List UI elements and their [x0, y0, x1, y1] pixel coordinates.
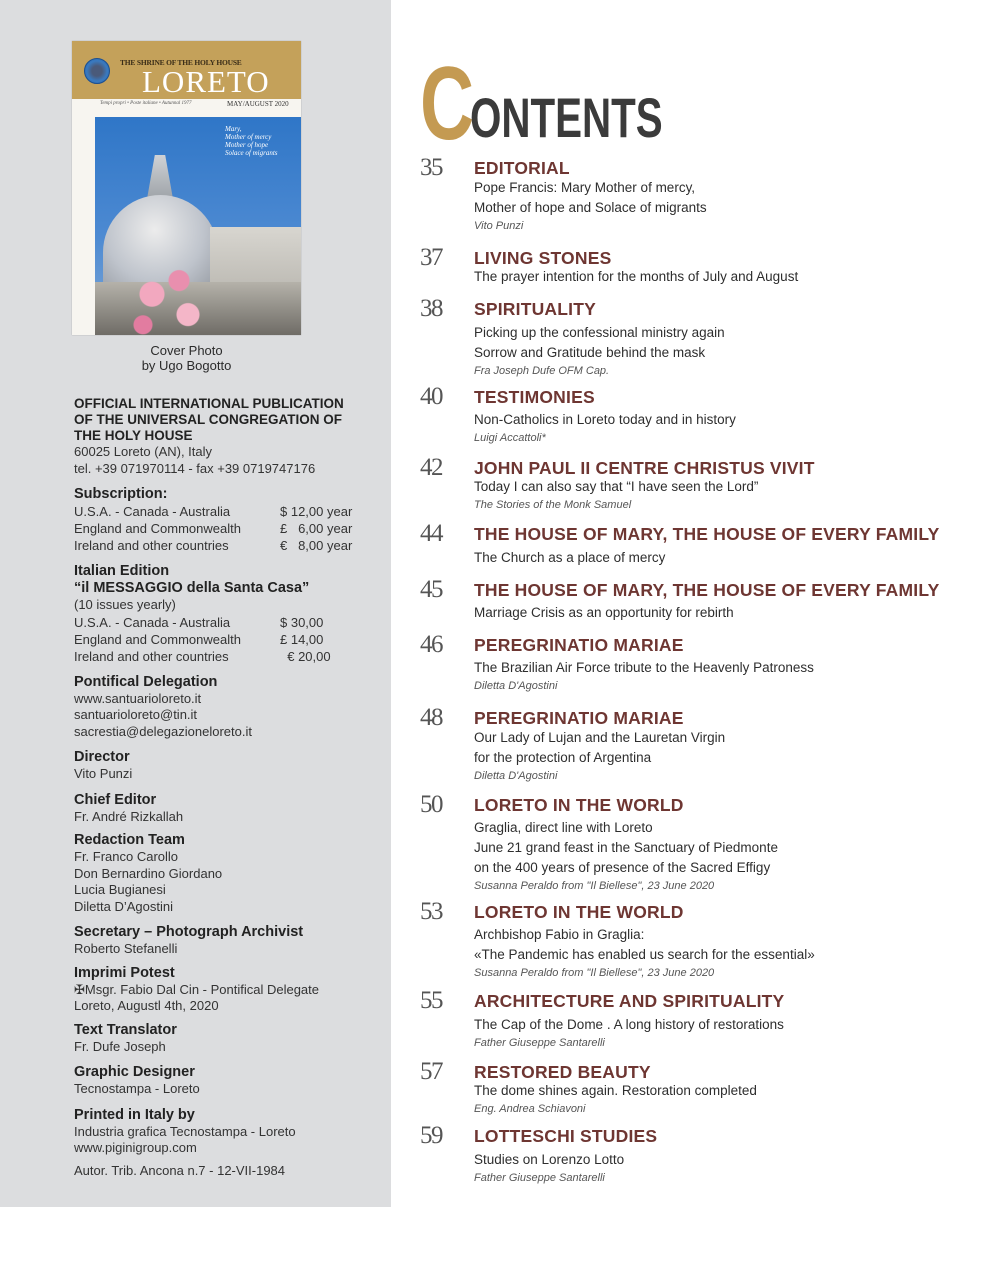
entry-body — [474, 477, 758, 514]
article-title: for the protection of Argentina — [474, 750, 652, 765]
designer-heading: Graphic Designer — [74, 1064, 195, 1080]
cover-credit-line: Cover Photo — [150, 343, 223, 358]
address: 60025 Loreto (AN), Italy — [74, 444, 213, 459]
cover-issue-date: MAY/AUGUST 2020 — [227, 100, 289, 108]
article-author: Luigi Accattoli* — [474, 432, 546, 444]
entry-body — [474, 410, 736, 447]
page-number: 37 — [420, 244, 442, 271]
chief-editor-block — [74, 792, 384, 826]
cover-image — [72, 41, 301, 335]
email-link[interactable]: sacrestia@delegazioneloreto.it — [74, 723, 252, 739]
page-number: 50 — [420, 791, 442, 818]
article-title: Picking up the confessional ministry again — [474, 325, 725, 340]
price-value: £ 14,00 — [280, 631, 324, 647]
price-country: U.S.A. - Canada - Australia — [74, 504, 231, 519]
page-number: 38 — [420, 295, 442, 322]
page-number: 55 — [420, 987, 442, 1014]
cover-shrine-text: THE SHRINE OF THE HOLY HOUSE — [120, 58, 242, 67]
italian-edition-note: (10 issues yearly) — [74, 597, 176, 612]
italian-edition-name: “il MESSAGGIO della Santa Casa” — [74, 580, 310, 596]
imprimi-heading: Imprimi Potest — [74, 964, 175, 981]
printer-heading: Printed in Italy by — [74, 1106, 195, 1123]
article-title: «The Pandemic has enabled us search for the essential» — [474, 947, 815, 962]
secretary-name: Roberto Stefanelli — [74, 941, 178, 956]
article-title: The dome shines again. Restoration completed — [474, 1083, 757, 1098]
cover-title: LORETO — [142, 64, 270, 99]
section-title: PEREGRINATIO MARIAE — [474, 635, 684, 655]
printer-website[interactable]: www.piginigroup.com — [74, 1140, 197, 1155]
price-country: U.S.A. - Canada - Australia — [74, 614, 231, 630]
website-link[interactable]: www.santuarioloreto.it — [74, 690, 202, 706]
entry-body — [474, 603, 734, 623]
section-title: PEREGRINATIO MARIAE — [474, 708, 684, 728]
phone-fax: tel. +39 071970114 - fax +39 0719747176 — [74, 460, 316, 476]
article-title: Mother of hope and Solace of migrants — [474, 200, 707, 215]
italian-edition-heading: Italian Edition — [74, 563, 170, 579]
article-title: The Church as a place of mercy — [474, 550, 666, 565]
article-author: Diletta D'Agostini — [474, 680, 558, 692]
article-author: Susanna Peraldo from "Il Biellese", 23 June 2020 — [474, 967, 715, 979]
article-title: Marriage Crisis as an opportunity for rebirth — [474, 605, 734, 620]
section-title: TESTIMONIES — [474, 387, 595, 407]
caption-line: Solace of migrants — [225, 149, 278, 157]
article-title: Pope Francis: Mary Mother of mercy, — [474, 180, 696, 195]
article-title: Today I can also say that “I have seen the Lord” — [474, 479, 759, 494]
entry-body — [474, 1150, 624, 1187]
imprimi-line: Loreto, Augustl 4th, 2020 — [74, 998, 219, 1013]
article-title: on the 400 years of presence of the Sacred Effigy — [474, 860, 771, 875]
cover-credit — [72, 343, 301, 373]
price-row — [74, 648, 384, 665]
entry-body — [474, 658, 814, 695]
price-row — [74, 520, 384, 537]
price-value: € 8,00 year — [280, 538, 353, 553]
redaction-block — [74, 832, 384, 915]
entry-body — [474, 548, 665, 568]
redaction-member: Lucia Bugianesi — [74, 882, 166, 897]
article-title: Graglia, direct line with Loreto — [474, 820, 653, 835]
section-title: LORETO IN THE WORLD — [474, 902, 684, 922]
director-heading: Director — [74, 749, 130, 765]
section-title: SPIRITUALITY — [474, 299, 596, 319]
cover-photo-caption — [225, 125, 278, 157]
price-row — [74, 537, 384, 554]
price-country: Ireland and other countries — [74, 648, 229, 664]
article-title: The Cap of the Dome . A long history of restorations — [474, 1017, 784, 1032]
organization-name: OF THE UNIVERSAL CONGREGATION OF — [74, 412, 343, 427]
page-number: 48 — [420, 704, 442, 731]
entry-body — [474, 323, 725, 380]
entry-body — [474, 925, 815, 982]
price-value: £ 6,00 year — [280, 521, 353, 536]
price-row — [74, 503, 384, 520]
page-number: 46 — [420, 631, 442, 658]
price-country: Ireland and other countries — [74, 538, 229, 553]
delegation-heading: Pontifical Delegation — [74, 673, 218, 690]
caption-line: Mother of mercy — [225, 133, 272, 141]
entry-body — [474, 267, 798, 287]
article-author: Father Giuseppe Santarelli — [474, 1037, 605, 1049]
price-value: € 20,00 — [280, 648, 331, 664]
organization-name: OFFICIAL INTERNATIONAL PUBLICATION — [74, 396, 344, 411]
price-value: $ 12,00 year — [280, 504, 353, 519]
article-title: Sorrow and Gratitude behind the mask — [474, 345, 706, 360]
dome-lantern — [147, 155, 173, 199]
section-title: JOHN PAUL II CENTRE CHRISTUS VIVIT — [474, 458, 815, 478]
section-title: RESTORED BEAUTY — [474, 1062, 651, 1082]
section-title: EDITORIAL — [474, 158, 570, 178]
cover-subtitle: Tempi propri • Poste italiane • Autunnal 1977 — [100, 101, 192, 106]
article-title: The prayer intention for the months of July and August — [474, 269, 799, 284]
cover-credit-line: by Ugo Bogotto — [141, 358, 232, 373]
article-title: The Brazilian Air Force tribute to the Heavenly Patroness — [474, 660, 814, 675]
price-country: England and Commonwealth — [74, 521, 241, 536]
price-row — [74, 614, 384, 631]
caption-line: Mary, — [225, 125, 242, 133]
article-author: Diletta D'Agostini — [474, 770, 558, 782]
translator-block — [74, 1022, 384, 1056]
registration-block — [74, 1163, 384, 1180]
translator-heading: Text Translator — [74, 1021, 177, 1038]
imprimi-block — [74, 965, 384, 1015]
designer-name: Tecnostampa - Loreto — [74, 1081, 200, 1096]
email-link[interactable]: santuarioloreto@tin.it — [74, 707, 198, 722]
secretary-heading: Secretary – Photograph Archivist — [74, 924, 304, 940]
page-number: 44 — [420, 520, 442, 547]
redaction-heading: Redaction Team — [74, 832, 185, 848]
masthead — [74, 396, 384, 1179]
imprimi-line: ✠Msgr. Fabio Dal Cin - Pontifical Delegate — [74, 981, 319, 997]
printer-name: Industria grafica Tecnostampa - Loreto — [74, 1123, 296, 1139]
cover-photo — [95, 117, 301, 335]
director-name: Vito Punzi — [74, 766, 133, 781]
article-title: Archbishop Fabio in Graglia: — [474, 927, 645, 942]
chief-editor-name: Fr. André Rizkallah — [74, 808, 184, 824]
printer-block — [74, 1107, 384, 1157]
organization-name: THE HOLY HOUSE — [74, 428, 193, 443]
subscription-block — [74, 486, 384, 554]
page-number: 40 — [420, 383, 442, 410]
designer-block — [74, 1064, 384, 1098]
cover-header-band — [72, 41, 301, 99]
article-title: Non-Catholics in Loreto today and in history — [474, 412, 736, 427]
article-title: Studies on Lorenzo Lotto — [474, 1152, 625, 1167]
delegation-block — [74, 674, 384, 741]
page-number: 59 — [420, 1122, 442, 1149]
entry-body — [474, 178, 707, 235]
redaction-member: Fr. Franco Carollo — [74, 849, 179, 864]
article-author: Fra Joseph Dufe OFM Cap. — [474, 365, 610, 377]
caption-line: Mother of hope — [225, 141, 269, 149]
title-rest: ONTENTS — [470, 86, 663, 149]
redaction-member: Don Bernardino Giordano — [74, 865, 223, 881]
entry-body — [474, 1081, 757, 1118]
entry-body — [474, 728, 725, 785]
section-title: LORETO IN THE WORLD — [474, 795, 684, 815]
chief-editor-heading: Chief Editor — [74, 791, 157, 808]
page-number: 35 — [420, 154, 442, 181]
shrine-seal-icon — [84, 58, 110, 84]
article-title: Our Lady of Lujan and the Lauretan Virgin — [474, 730, 726, 745]
registration-text: Autor. Trib. Ancona n.7 - 12-VII-1984 — [74, 1162, 286, 1178]
director-block — [74, 749, 384, 783]
article-author: Eng. Andrea Schiavoni — [474, 1103, 586, 1115]
price-value: $ 30,00 — [280, 614, 324, 630]
price-country: England and Commonwealth — [74, 631, 241, 647]
title-initial: C — [420, 46, 475, 162]
article-author: Vito Punzi — [474, 220, 524, 232]
page-number: 42 — [420, 454, 442, 481]
secretary-block — [74, 924, 384, 958]
page-number: 45 — [420, 576, 442, 603]
article-title: June 21 grand feast in the Sanctuary of Piedmonte — [474, 840, 778, 855]
section-title: LOTTESCHI STUDIES — [474, 1126, 658, 1146]
section-title: LIVING STONES — [474, 248, 612, 268]
translator-name: Fr. Dufe Joseph — [74, 1038, 166, 1054]
entry-body — [474, 1015, 784, 1052]
section-title: THE HOUSE OF MARY, THE HOUSE OF EVERY FAMILY — [474, 580, 940, 600]
redaction-member: Diletta D’Agostini — [74, 898, 173, 914]
subscription-heading: Subscription: — [74, 486, 168, 502]
section-title: ARCHITECTURE AND SPIRITUALITY — [474, 991, 785, 1011]
article-author: The Stories of the Monk Samuel — [474, 499, 632, 511]
price-row — [74, 631, 384, 648]
section-title: THE HOUSE OF MARY, THE HOUSE OF EVERY FAMILY — [474, 524, 940, 544]
entry-body — [474, 818, 778, 895]
page-number: 53 — [420, 898, 442, 925]
page-number: 57 — [420, 1058, 442, 1085]
oleander-flowers — [125, 267, 215, 335]
italian-edition-block — [74, 563, 384, 665]
article-author: Father Giuseppe Santarelli — [474, 1172, 605, 1184]
article-author: Susanna Peraldo from "Il Biellese", 23 June 2020 — [474, 880, 715, 892]
